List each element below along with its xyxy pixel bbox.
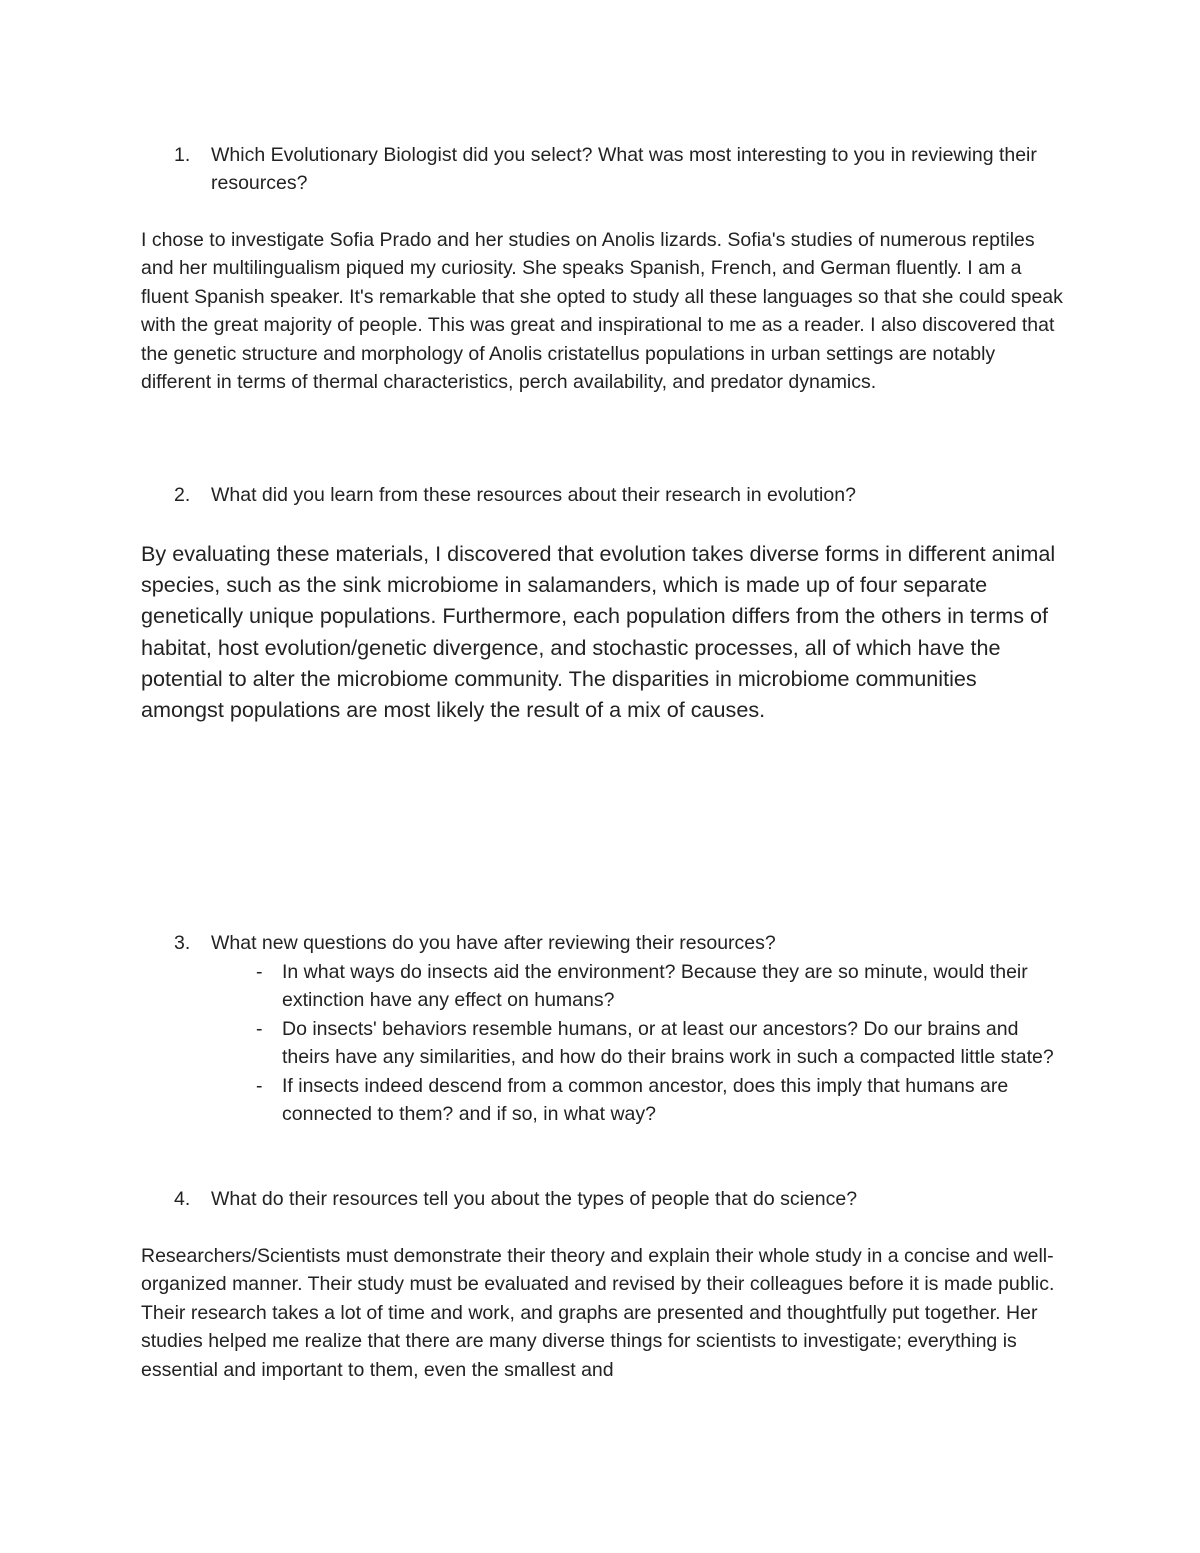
question-1-text: Which Evolutionary Biologist did you select? What was most interesting to you in reviewing their resources? bbox=[211, 144, 1037, 194]
question-4 bbox=[174, 1185, 1054, 1213]
question-4-text: What do their resources tell you about the types of people that do science? bbox=[211, 1188, 858, 1210]
bullet-text: If insects indeed descend from a common ancestor, does this imply that humans are connected to them? and if so, in what way? bbox=[282, 1074, 1009, 1126]
bullet-dash: - bbox=[256, 1017, 263, 1040]
question-2 bbox=[174, 481, 1054, 509]
answer-4-paragraph: Researchers/Scientists must demonstrate their theory and explain their whole study in a concise and well-organized manner. Their study must be evaluated and revised by their colleagues before it is made public. Their research takes a lot of time and work, and graphs are presented and thoughtfully put together. Her studies helped me realize that there are many diverse things for scientists to investigate; everything is essential and important to them, even the smallest and bbox=[141, 1245, 1055, 1381]
question-4-number: 4. bbox=[174, 1188, 191, 1210]
bullet-dash: - bbox=[256, 961, 263, 983]
question-1 bbox=[174, 141, 1054, 197]
question-2-text: What did you learn from these resources about their research in evolution? bbox=[211, 484, 856, 506]
bullet-text: In what ways do insects aid the environment? Because they are so minute, would their extinction have any effect on humans? bbox=[282, 961, 1028, 1012]
answer-1-paragraph: I chose to investigate Sofia Prado and her studies on Anolis lizards. Sofia's studies of numerous reptiles and her multilingualism piqued my curiosity. She speaks Spanish, French, and German fluently. I am a fluent Spanish speaker. It's remarkable that she opted to study all these languages so that she could speak with the great majority of people. This was great and inspirational to me as a reader. I also discovered that the genetic structure and morphology of Anolis cristatellus populations in urban settings are notably different in terms of thermal characteristics, perch availability, and predator dynamics. bbox=[141, 229, 1063, 394]
bullet-text: Do insects' behaviors resemble humans, or at least our ancestors? Do our brains and theirs have any similarities, and how do their brains work in such a compacted little state? bbox=[282, 1017, 1054, 1069]
question-3 bbox=[174, 929, 1054, 957]
question-2-number: 2. bbox=[174, 484, 191, 506]
answer-2-paragraph: By evaluating these materials, I discovered that evolution takes diverse forms in different animal species, such as the sink microbiome in salamanders, which is made up of four separate genetically unique populations. Furthermore, each population differs from the others in terms of habitat, host evolution/genetic divergence, and stochastic processes, all of which have the potential to alter the microbiome community. The disparities in microbiome communities amongst populations are most likely the result of a mix of causes. bbox=[141, 541, 1056, 723]
bullet-dash: - bbox=[256, 1074, 263, 1097]
question-1-number: 1. bbox=[174, 144, 191, 166]
question-3-text: What new questions do you have after reviewing their resources? bbox=[211, 932, 776, 954]
list-item bbox=[248, 1072, 1068, 1129]
list-item bbox=[248, 958, 1068, 1015]
list-item bbox=[248, 1015, 1068, 1072]
question-3-number: 3. bbox=[174, 932, 191, 954]
answer-3-bullet-list bbox=[248, 958, 1068, 1128]
